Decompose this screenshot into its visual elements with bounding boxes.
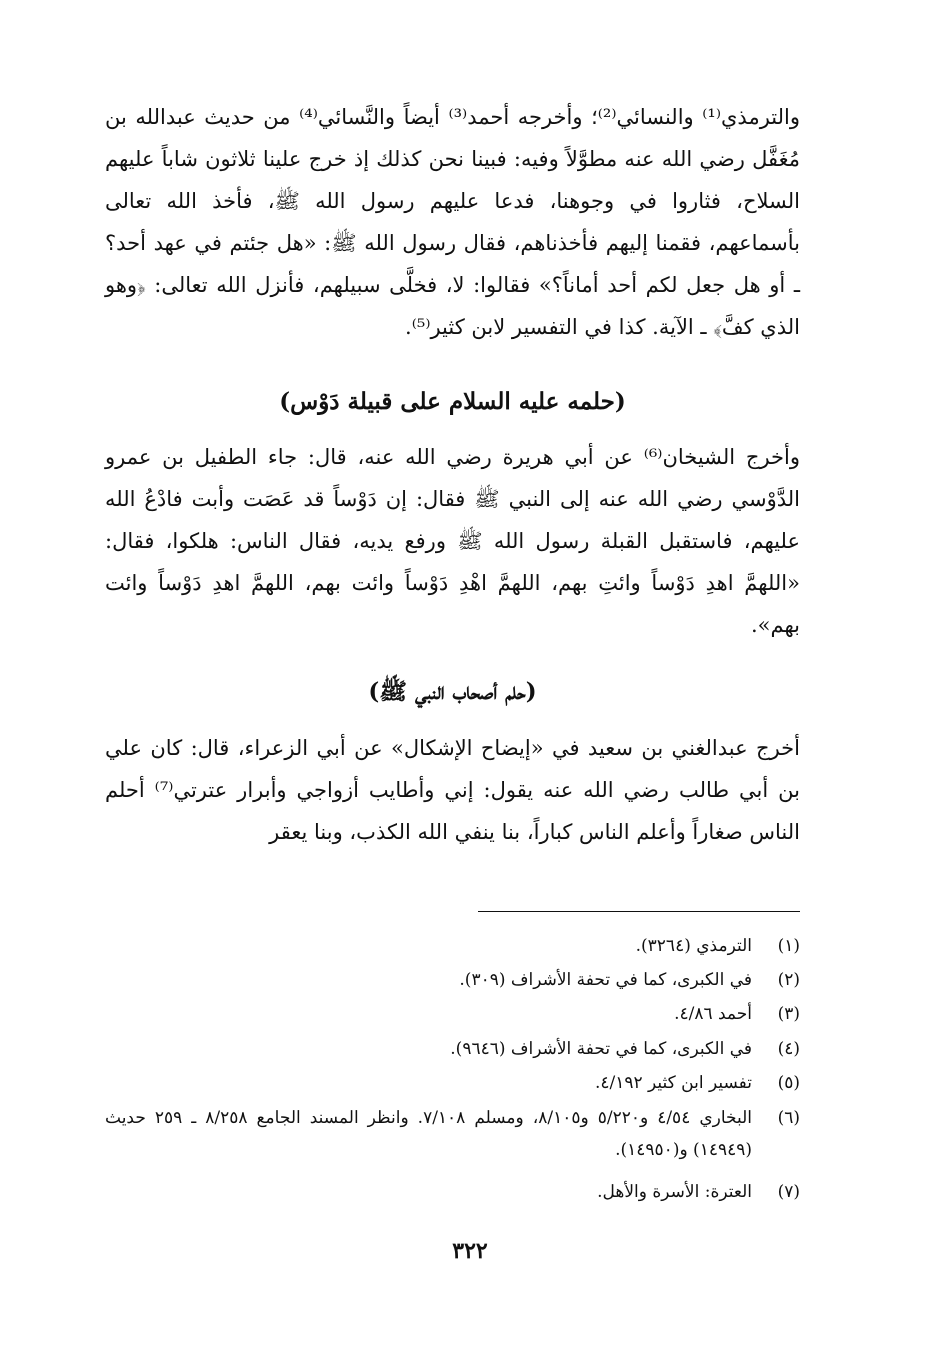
footnote-number: (٥) <box>777 1073 800 1093</box>
footnote-text: الترمذي (٣٢٦٤). <box>635 936 752 956</box>
footnote-number: (٣) <box>777 1004 800 1024</box>
footnote-number: (١) <box>777 936 800 956</box>
paragraph-tirmidhi-hadith: والترمذي⁽¹⁾ والنسائي⁽²⁾؛ وأخرجه أحمد⁽³⁾ أيضاً والنَّسائي⁽⁴⁾ من حديث عبدالله بن مُغَفَّل رضي الله عنه مطوَّلاً وفيه: فبينا نحن كذلك إذ خرج علينا ثلاثون شاباً عليهم السلاح، فثاروا في وجوهنا، فدعا عليهم رسول الله ﷺ، فأخذ الله تعالى بأسماعهم، فقمنا إليهم فأخذناهم، فقال رسول الله ﷺ: «هل جئتم في عهد أحد؟ ـ أو هل جعل لكم أحد أماناً؟» فقالوا: لا، فخلَّى سبيلهم، فأنزل الله تعالى: ﴿وهو الذي كفَّ﴾ ـ الآية. كذا في التفسير لابن كثير⁽⁵⁾. <box>105 105 800 339</box>
footnote-3 <box>105 998 800 1030</box>
section-heading-daws: (حلمه عليه السلام على قبيلة دَوْس) <box>279 388 626 415</box>
page-number: ٣٢٢ <box>452 1238 488 1264</box>
footnote-1 <box>105 930 800 962</box>
footnote-text: البخاري ٤/٥٤ و٥/٢٢٠ و٨/١٠٥، ومسلم ٧/١٠٨. وانظر المسند الجامع ٨/٢٥٨ ـ ٢٥٩ حديث (١٤٩٤٩) و(١٤٩٥٠). <box>105 1108 753 1160</box>
paragraph-daws-hadith: وأخرج الشيخان⁽⁶⁾ عن أبي هريرة رضي الله عنه، قال: جاء الطفيل بن عمرو الدَّوْسي رضي الله عنه إلى النبي ﷺ فقال: إن دَوْساً قد عَصَت وأبت فادْعُ الله عليهم، فاستقبل القبلة رسول الله ﷺ ورفع يديه، فقال الناس: هلكوا، فقال: «اللهمَّ اهدِ دَوْساً وائتِ بهم، اللهمَّ اهْدِ دَوْساً وائت بهم، اللهمَّ اهدِ دَوْساً وائت بهم». <box>105 445 800 637</box>
footnote-2 <box>105 964 800 996</box>
footnote-6 <box>105 1102 800 1166</box>
footnote-text: العترة: الأسرة والأهل. <box>597 1182 752 1202</box>
footnote-text: في الكبرى، كما في تحفة الأشراف (٣٠٩). <box>459 970 752 990</box>
paragraph-ali-narration: أخرج عبدالغني بن سعيد في «إيضاح الإشكال» عن أبي الزعراء، قال: كان علي بن أبي طالب رضي الله عنه يقول: إني وأطايب أزواجي وأبرار عترتي⁽⁷⁾ أحلم الناس صغاراً وأعلم الناس كباراً، بنا ينفي الله الكذب، وبنا يعقر <box>105 736 800 844</box>
footnote-number: (٦) <box>777 1108 800 1128</box>
footnote-number: (٧) <box>777 1182 800 1202</box>
footnote-number: (٢) <box>777 970 800 990</box>
footnote-divider <box>478 911 800 912</box>
footnote-number: (٤) <box>777 1039 800 1059</box>
footnote-text: أحمد ٤/٨٦. <box>674 1004 752 1024</box>
footnote-text: تفسير ابن كثير ٤/١٩٢. <box>594 1073 752 1093</box>
footnote-5 <box>105 1067 800 1099</box>
footnote-text: في الكبرى، كما في تحفة الأشراف (٩٦٤٦). <box>450 1039 752 1059</box>
footnote-7 <box>105 1176 800 1208</box>
section-heading-companions: (حلم أصحاب النبي ﷺ) <box>368 678 537 705</box>
footnote-4 <box>105 1033 800 1065</box>
